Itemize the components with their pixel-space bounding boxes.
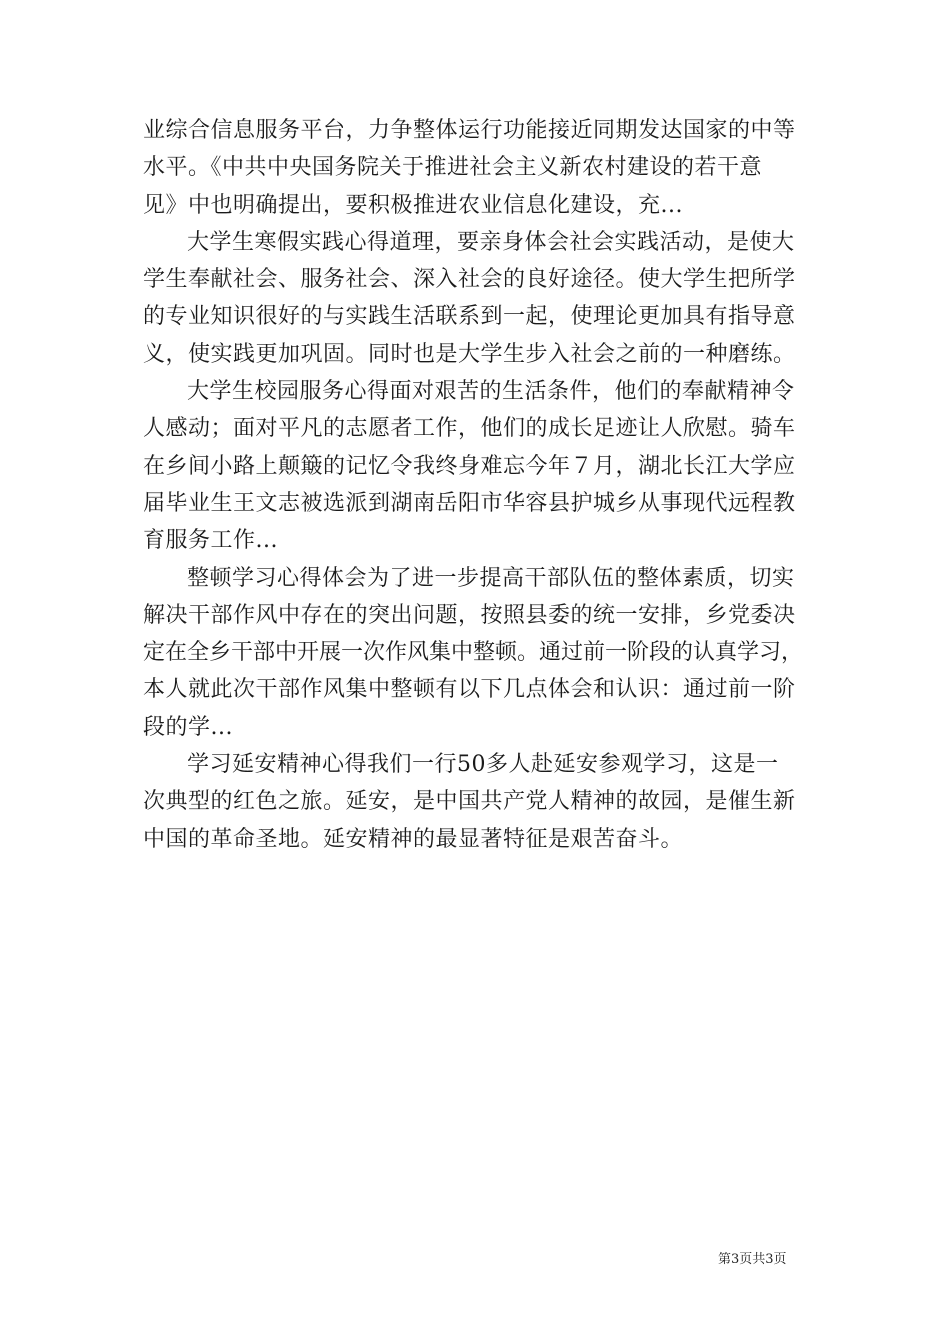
- text-line: 解决干部作风中存在的突出问题，按照县委的统一安排，乡党委决: [143, 602, 796, 628]
- paragraph-5: [143, 746, 831, 858]
- text-line: 业综合信息服务平台，力争整体运行功能接近同期发达国家的中等: [143, 118, 796, 143]
- text-line: 学习延安精神心得我们一行50多人赴延安参观学习，这是一: [187, 752, 779, 778]
- document-body: [143, 112, 831, 858]
- paragraph-1: [143, 112, 831, 224]
- text-line: 次典型的红色之旅。延安，是中国共产党人精神的故园，是催生新: [143, 789, 796, 815]
- text-line: 人感动；面对平凡的志愿者工作，他们的成长足迹让人欣慰。骑车: [143, 416, 796, 442]
- page-number: 第3页共3页: [718, 1252, 787, 1267]
- text-line: 中国的革命圣地。延安精神的最显著特征是艰苦奋斗。: [143, 826, 684, 852]
- text-line: 定在全乡干部中开展一次作风集中整顿。通过前一阶段的认真学习，: [143, 640, 804, 666]
- paragraph-2: [143, 224, 831, 373]
- text-line: 整顿学习心得体会为了进一步提高干部队伍的整体素质，切实: [187, 565, 795, 591]
- text-line: 义，使实践更加巩固。同时也是大学生步入社会之前的一种磨练。: [143, 341, 796, 367]
- paragraph-3: [143, 373, 831, 559]
- text-line: 段的学...: [143, 714, 233, 740]
- text-line: 大学生寒假实践心得道理，要亲身体会社会实践活动，是使大: [187, 229, 795, 255]
- text-line: 育服务工作...: [143, 528, 278, 554]
- text-line: 本人就此次干部作风集中整顿有以下几点体会和认识：通过前一阶: [143, 677, 796, 703]
- text-line: 水平。《中共中央国务院关于推进社会主义新农村建设的若干意: [143, 155, 763, 181]
- text-line: 学生奉献社会、服务社会、深入社会的良好途径。使大学生把所学: [143, 267, 796, 293]
- text-line: 见》中也明确提出，要积极推进农业信息化建设，充...: [143, 192, 683, 218]
- text-line: 的专业知识很好的与实践生活联系到一起，使理论更加具有指导意: [143, 304, 796, 330]
- text-line: 届毕业生王文志被选派到湖南岳阳市华容县护城乡从事现代远程教: [143, 490, 796, 516]
- text-line: 大学生校园服务心得面对艰苦的生活条件，他们的奉献精神令: [187, 379, 795, 405]
- text-line: 在乡间小路上颠簸的记忆令我终身难忘今年７月，湖北长江大学应: [143, 453, 796, 479]
- paragraph-4: [143, 560, 831, 746]
